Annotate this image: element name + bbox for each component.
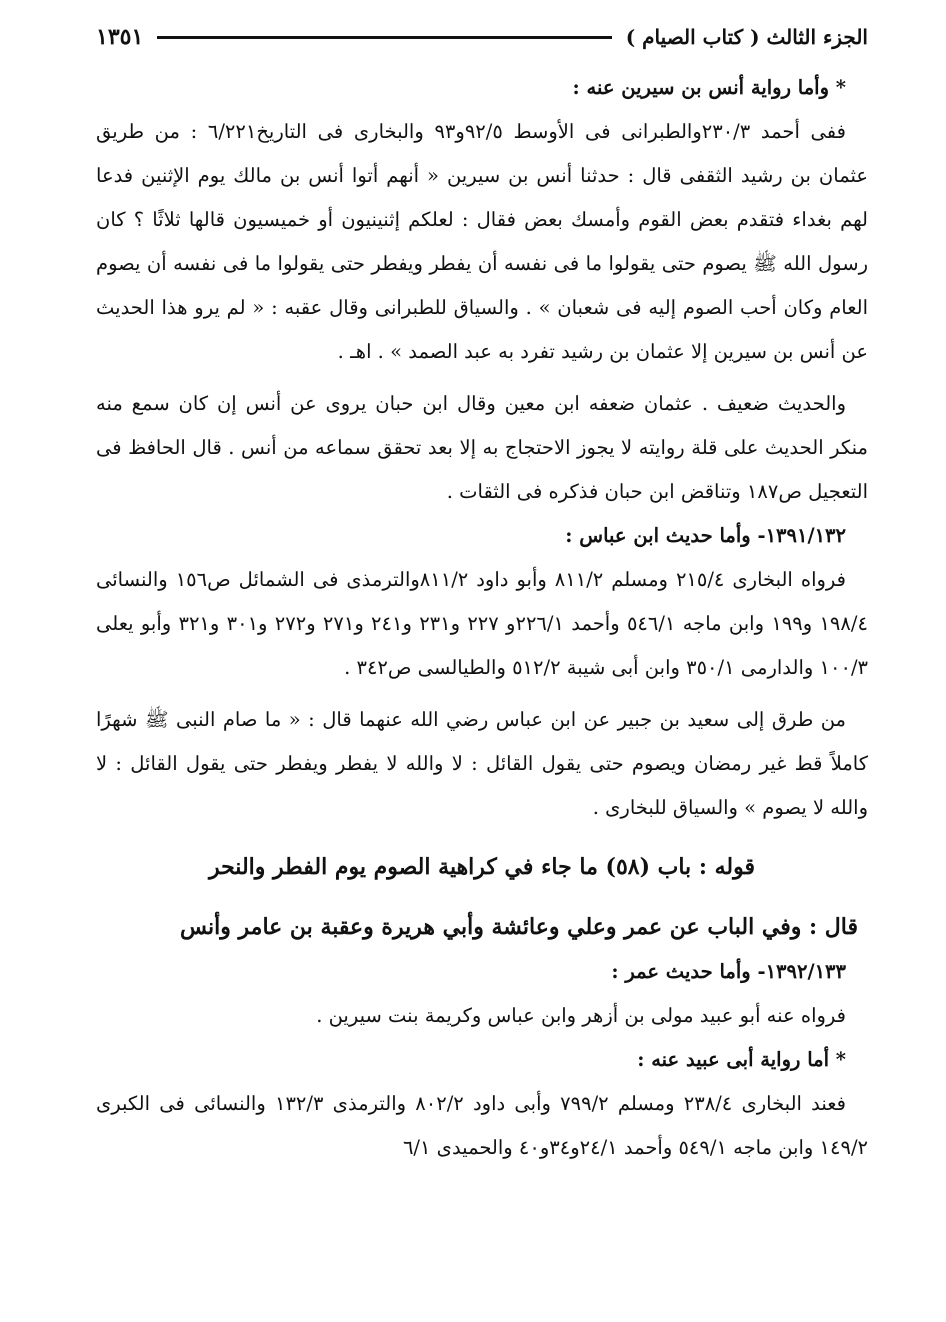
subheading-abu-ubayd: * أما رواية أبى عبيد عنه : xyxy=(637,1048,846,1071)
paragraph-abu-ubayd-sources: فعند البخارى ٢٣٨/٤ ومسلم ٧٩٩/٢ وأبى داود ٨٠٢/٢ والترمذى ١٣٢/٣ والنسائى فى الكبرى ١٤٩/٢ وابن ماجه ٥٤٩/١ وأحمد ٢٤/١و٣٤و٤٠ والحميدى ٦/١ xyxy=(96,1092,868,1159)
running-title: الجزء الثالث ( كتاب الصيام ) xyxy=(625,25,868,49)
page-number: ١٣٥١ xyxy=(96,24,144,50)
chapter-heading: قوله : باب (٥٨) ما جاء في كراهية الصوم يوم الفطر والنحر xyxy=(208,854,756,880)
page-header xyxy=(96,18,868,56)
subheading-ibn-abbas: ١٣٩١/١٣٢- وأما حديث ابن عباس : xyxy=(565,524,846,547)
paragraph-ahmad-tabarani: ففى أحمد ٢٣٠/٣والطبرانى فى الأوسط ٩٢/٥و٩٣ والبخارى فى التاريخ٦/٢٢١ : من طريق عثمان بن رشيد الثقفى قال : حدثنا أنس بن سيرين « أنهم أتوا أنس بن مالك يوم الإثنين فدعا لهم بغداء فتقدم بعض القوم وأمسك بعض فقال : لعلكم إثنينيون أو خميسيون قالها ثلاثًا ؟ كان رسول الله ﷺ يصوم حتى يقولوا ما فى نفسه أن يفطر ويفطر حتى يقولوا ما فى نفسه أن يصوم العام وكان أحب الصوم إليه فى شعبان » . والسياق للطبرانى وقال عقبه : « لم يرو هذا الحديث عن أنس بن سيرين إلا عثمان بن رشيد تفرد به عبد الصمد » . اهـ . xyxy=(96,120,868,363)
paragraph-hadith-weak: والحديث ضعيف . عثمان ضعفه ابن معين وقال ابن حبان يروى عن أنس إن كان سمع منه منكر الحديث على قلة روايته لا يجوز الاحتجاج به إلا بعد تحقق سماعه من أنس . قال الحافظ فى التعجيل ص١٨٧ وتناقض ابن حبان فذكره فى الثقات . xyxy=(96,392,868,503)
subheading-anas-ibn-sirin: * وأما رواية أنس بن سيرين عنه : xyxy=(572,76,846,99)
paragraph-said-ibn-jubayr: من طرق إلى سعيد بن جبير عن ابن عباس رضي الله عنهما قال : « ما صام النبى ﷺ شهرًا كاملاً قط غير رمضان ويصوم حتى يقول القائل : لا والله لا يفطر ويفطر حتى يقول القائل : لا والله لا يصوم » والسياق للبخارى . xyxy=(96,708,868,819)
paragraph-umar-narrators: فرواه عنه أبو عبيد مولى بن أزهر وابن عباس وكريمة بنت سيرين . xyxy=(316,1004,846,1027)
page-body xyxy=(96,66,868,1170)
paragraph-bukhari-sources: فرواه البخارى ٢١٥/٤ ومسلم ٨١١/٢ وأبو داود ٨١١/٢والترمذى فى الشمائل ص١٥٦ والنسائى ١٩٨/٤ و١٩٩ وابن ماجه ٥٤٦/١ وأحمد ٢٢٦/١و ٢٢٧ و٢٣١ و٢٤١ و٢٧١ و٢٧٢ و٣٠١ و٣٢١ وأبو يعلى ١٠٠/٣ والدارمى ٣٥٠/١ وابن أبى شيبة ٥١٢/٢ والطيالسى ص٣٤٢ . xyxy=(96,568,868,679)
header-rule xyxy=(157,36,611,39)
chapter-qal-line: قال : وفي الباب عن عمر وعلي وعائشة وأبي هريرة وعقبة بن عامر وأنس xyxy=(179,914,858,940)
subheading-umar: ١٣٩٢/١٣٣- وأما حديث عمر : xyxy=(611,960,846,983)
